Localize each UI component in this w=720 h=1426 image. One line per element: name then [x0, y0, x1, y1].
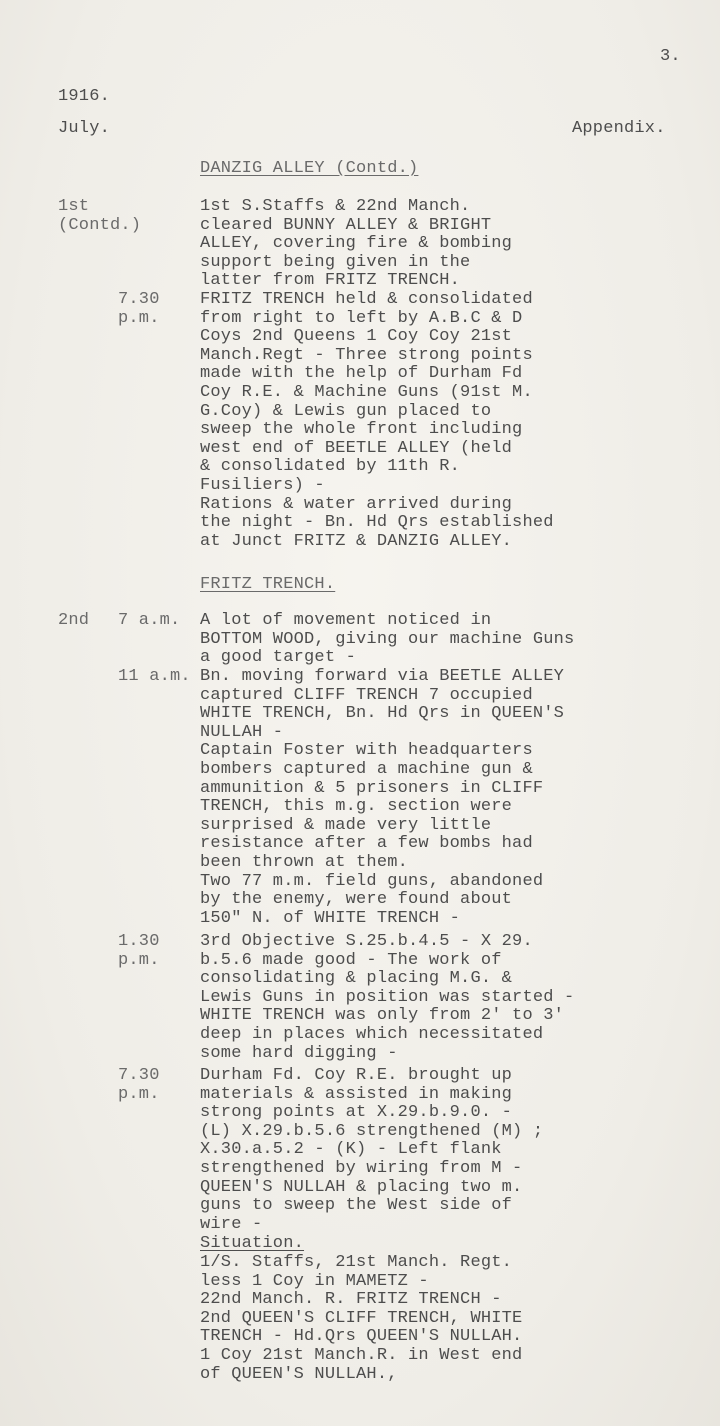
entry-time-7am: 7 a.m. [118, 611, 181, 630]
entry-time-730pm-2: 7.30 p.m. [118, 1066, 160, 1104]
page-number: 3. [660, 47, 681, 66]
year-label: 1916. [58, 87, 111, 106]
entry-text-2: FRITZ TRENCH held & consolidated from right to left by A.B.C & D Coys 2nd Queens 1 Coy Coy 21st Manch.Regt - Three strong points made with the help of Durham Fd Coy R.E. & Machine Guns (91st M. G.Coy) & Lewis gun placed to sweep the whole front including west end of BEETLE ALLEY (held & consolidated by 11th R. Fusiliers) - Rations & water arrived during the night - Bn. Hd Qrs established at Junct FRITZ & DANZIG ALLEY. [200, 290, 554, 551]
danzig-alley-heading: DANZIG ALLEY (Contd.) [200, 159, 419, 178]
entry-text-7: 1/S. Staffs, 21st Manch. Regt. less 1 Coy in MAMETZ - 22nd Manch. R. FRITZ TRENCH - 2nd QUEEN'S CLIFF TRENCH, WHITE TRENCH - Hd.Qrs QUEEN'S NULLAH. 1 Coy 21st Manch.R. in West end of QUEEN'S NULLAH., [200, 1253, 523, 1384]
month-label: July. [58, 119, 111, 138]
fritz-trench-heading: FRITZ TRENCH. [200, 575, 336, 594]
entry-text-6: Durham Fd. Coy R.E. brought up materials & assisted in making strong points at X.29.b.9.0. - (L) X.29.b.5.6 strengthened (M) ; X.30.a.5.2 - (K) - Left flank strengthened by wiring from M - QUEEN'S NULLAH & placing two m. guns to sweep the West side of wire - [200, 1066, 544, 1234]
entry-text-1: 1st S.Staffs & 22nd Manch. cleared BUNNY ALLEY & BRIGHT ALLEY, covering fire & bombing support being given in the latter from FRITZ TRENCH. [200, 197, 513, 291]
entry-date-2nd: 2nd [58, 611, 90, 630]
entry-text-4: Bn. moving forward via BEETLE ALLEY captured CLIFF TRENCH 7 occupied WHITE TRENCH, Bn. Hd Qrs in QUEEN'S NULLAH - Captain Foster with headquarters bombers captured a machine gun & ammunition & 5 prisoners in CLIFF TRENCH, this m.g. section were surprised & made very little resistance after a few bombs had been thrown at them. Two 77 m.m. field guns, abandoned by the enemy, were found about 150" N. of WHITE TRENCH - [200, 667, 565, 928]
entry-time-130pm: 1.30 p.m. [118, 932, 160, 970]
entry-time-730pm-1: 7.30 p.m. [118, 290, 160, 328]
situation-heading: Situation. [200, 1234, 305, 1253]
appendix-label: Appendix. [572, 119, 666, 138]
entry-date-1st: 1st (Contd.) [58, 197, 142, 235]
entry-time-11am: 11 a.m. [118, 667, 191, 686]
entry-text-3: A lot of movement noticed in BOTTOM WOOD, giving our machine Guns a good target - [200, 611, 575, 668]
entry-text-5: 3rd Objective S.25.b.4.5 - X 29. b.5.6 made good - The work of consolidating & placing M.G. & Lewis Guns in position was started - WHITE TRENCH was only from 2' to 3' deep in places which necessitated some hard digging - [200, 932, 575, 1063]
